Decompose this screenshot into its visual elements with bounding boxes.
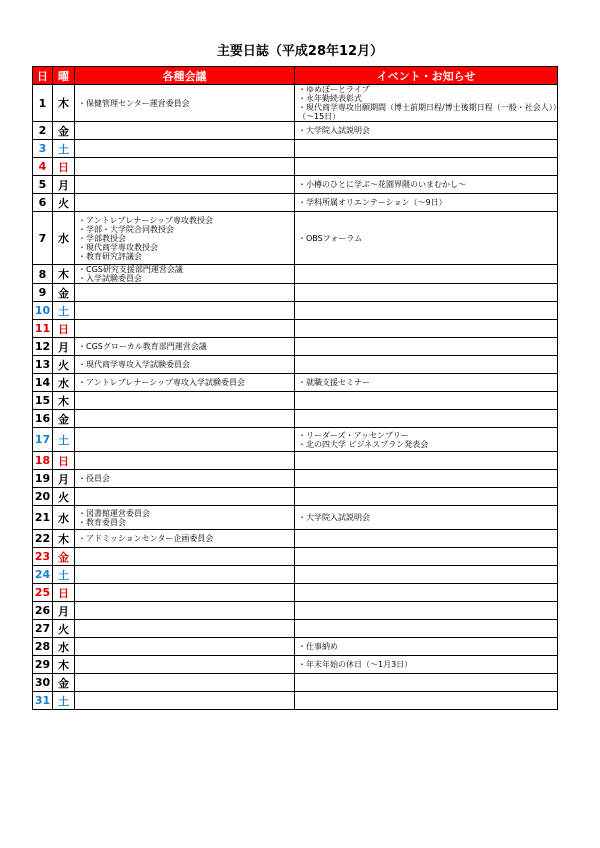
- event-item: ・仕事納め: [298, 642, 338, 651]
- table-row: [33, 374, 558, 392]
- meetings-cell: [75, 212, 295, 265]
- table-row: [33, 122, 558, 140]
- meetings-cell: [75, 620, 295, 638]
- meetings-cell: [75, 338, 295, 356]
- table-row: [33, 410, 558, 428]
- day-cell: 11: [33, 320, 53, 338]
- meeting-item: ・現代商学専攻入学試験委員会: [78, 360, 190, 369]
- meeting-item: ・教育委員会: [78, 517, 126, 527]
- table-row: [33, 158, 558, 176]
- weekday-cell: 月: [53, 176, 75, 194]
- table-row: [33, 338, 558, 356]
- meeting-item: ・役員会: [78, 474, 110, 483]
- events-cell: [295, 530, 558, 548]
- weekday-cell: 月: [53, 602, 75, 620]
- meetings-cell: [75, 265, 295, 284]
- events-cell: [295, 428, 558, 452]
- table-row: [33, 470, 558, 488]
- event-item: ・学科所属オリエンテーション（～9日）: [298, 198, 447, 207]
- weekday-cell: 日: [53, 320, 75, 338]
- day-cell: 21: [33, 506, 53, 530]
- events-cell: [295, 338, 558, 356]
- weekday-cell: 水: [53, 374, 75, 392]
- meetings-cell: [75, 176, 295, 194]
- meeting-item: ・CGS研究支援部門運営会議: [78, 265, 183, 274]
- meetings-cell: [75, 566, 295, 584]
- events-cell: [295, 284, 558, 302]
- events-cell: [295, 374, 558, 392]
- weekday-cell: 土: [53, 140, 75, 158]
- events-cell: [295, 302, 558, 320]
- meeting-item: ・現代商学専攻教授会: [78, 242, 158, 252]
- meetings-cell: [75, 488, 295, 506]
- events-cell: [295, 488, 558, 506]
- weekday-cell: 土: [53, 428, 75, 452]
- meetings-cell: [75, 656, 295, 674]
- weekday-cell: 火: [53, 356, 75, 374]
- meeting-item: ・学部教授会: [78, 233, 126, 243]
- events-cell: [295, 410, 558, 428]
- weekday-cell: 木: [53, 530, 75, 548]
- day-cell: 17: [33, 428, 53, 452]
- day-cell: 26: [33, 602, 53, 620]
- day-cell: 10: [33, 302, 53, 320]
- table-row: [33, 302, 558, 320]
- day-cell: 29: [33, 656, 53, 674]
- events-cell: [295, 356, 558, 374]
- weekday-cell: 木: [53, 85, 75, 122]
- weekday-cell: 土: [53, 302, 75, 320]
- meeting-item: ・入学試験委員会: [78, 274, 142, 283]
- weekday-cell: 月: [53, 470, 75, 488]
- events-cell: [295, 176, 558, 194]
- event-item: ・就職支援セミナー: [298, 378, 370, 387]
- day-cell: 6: [33, 194, 53, 212]
- day-cell: 31: [33, 692, 53, 710]
- table-row: [33, 530, 558, 548]
- meetings-cell: [75, 602, 295, 620]
- day-cell: 22: [33, 530, 53, 548]
- meetings-cell: [75, 692, 295, 710]
- day-cell: 12: [33, 338, 53, 356]
- events-cell: [295, 602, 558, 620]
- table-row: [33, 638, 558, 656]
- page-title: 主要日誌（平成28年12月）: [216, 44, 384, 59]
- event-item: ・大学院入試説明会: [298, 513, 370, 522]
- day-cell: 1: [33, 85, 53, 122]
- events-cell: [295, 584, 558, 602]
- header-events: イベント・お知らせ: [295, 67, 558, 85]
- day-cell: 27: [33, 620, 53, 638]
- events-cell: [295, 548, 558, 566]
- weekday-cell: 木: [53, 265, 75, 284]
- events-cell: [295, 506, 558, 530]
- weekday-cell: 火: [53, 488, 75, 506]
- day-cell: 7: [33, 212, 53, 265]
- table-row: [33, 656, 558, 674]
- weekday-cell: 水: [53, 506, 75, 530]
- weekday-cell: 水: [53, 212, 75, 265]
- day-cell: 16: [33, 410, 53, 428]
- meeting-item: ・アントレプレナーシップ専攻入学試験委員会: [78, 378, 246, 387]
- day-cell: 24: [33, 566, 53, 584]
- weekday-cell: 日: [53, 158, 75, 176]
- events-cell: [295, 470, 558, 488]
- table-row: [33, 452, 558, 470]
- meetings-cell: [75, 320, 295, 338]
- weekday-cell: 火: [53, 620, 75, 638]
- events-cell: [295, 452, 558, 470]
- event-item: ・北の四大学 ビジネスプラン発表会: [298, 439, 429, 449]
- table-row: [33, 194, 558, 212]
- meetings-cell: [75, 470, 295, 488]
- events-cell: [295, 566, 558, 584]
- table-row: [33, 212, 558, 265]
- weekday-cell: 水: [53, 638, 75, 656]
- weekday-cell: 土: [53, 692, 75, 710]
- day-cell: 28: [33, 638, 53, 656]
- day-cell: 20: [33, 488, 53, 506]
- weekday-cell: 金: [53, 284, 75, 302]
- events-cell: [295, 158, 558, 176]
- event-item: ・現代商学専攻出願期間（博士前期日程/博士後期日程（一般・社会人））（～15日）: [298, 103, 557, 121]
- day-cell: 2: [33, 122, 53, 140]
- meetings-cell: [75, 140, 295, 158]
- meetings-cell: [75, 410, 295, 428]
- meetings-cell: [75, 302, 295, 320]
- event-item: ・年末年始の休日（～1月3日）: [298, 660, 413, 669]
- meeting-item: ・アントレプレナーシップ専攻教授会: [78, 215, 214, 225]
- event-item: ・小樽のひとに学ぶ～花園界隈のいまむかし～: [298, 180, 466, 189]
- meetings-cell: [75, 374, 295, 392]
- meetings-cell: [75, 392, 295, 410]
- table-header: [33, 67, 558, 85]
- event-item: ・大学院入試説明会: [298, 126, 370, 135]
- day-cell: 15: [33, 392, 53, 410]
- event-item: ・ゆめぼーとライブ: [298, 85, 370, 94]
- meetings-cell: [75, 85, 295, 122]
- meetings-cell: [75, 194, 295, 212]
- table-row: [33, 284, 558, 302]
- weekday-cell: 日: [53, 452, 75, 470]
- day-cell: 9: [33, 284, 53, 302]
- day-cell: 13: [33, 356, 53, 374]
- weekday-cell: 金: [53, 410, 75, 428]
- day-cell: 3: [33, 140, 53, 158]
- events-cell: [295, 638, 558, 656]
- events-cell: [295, 140, 558, 158]
- table-row: [33, 488, 558, 506]
- events-cell: [295, 620, 558, 638]
- day-cell: 4: [33, 158, 53, 176]
- table-row: [33, 602, 558, 620]
- meetings-cell: [75, 158, 295, 176]
- weekday-cell: 月: [53, 338, 75, 356]
- events-cell: [295, 194, 558, 212]
- meetings-cell: [75, 428, 295, 452]
- weekday-cell: 土: [53, 566, 75, 584]
- meetings-cell: [75, 548, 295, 566]
- events-cell: [295, 85, 558, 122]
- table-row: [33, 620, 558, 638]
- weekday-cell: 火: [53, 194, 75, 212]
- weekday-cell: 金: [53, 674, 75, 692]
- table-row: [33, 392, 558, 410]
- table-row: [33, 692, 558, 710]
- events-cell: [295, 320, 558, 338]
- table-row: [33, 584, 558, 602]
- meetings-cell: [75, 356, 295, 374]
- events-cell: [295, 656, 558, 674]
- events-cell: [295, 692, 558, 710]
- weekday-cell: 木: [53, 392, 75, 410]
- table-row: [33, 356, 558, 374]
- meeting-item: ・保健管理センター運営委員会: [78, 98, 190, 108]
- day-cell: 5: [33, 176, 53, 194]
- table-row: [33, 140, 558, 158]
- event-item: ・永年勤続表彰式: [298, 94, 362, 103]
- header-row: [33, 67, 558, 85]
- meetings-cell: [75, 506, 295, 530]
- table-row: [33, 674, 558, 692]
- event-item: ・OBSフォーラム: [298, 233, 363, 243]
- meetings-cell: [75, 638, 295, 656]
- calendar-table: [32, 66, 558, 710]
- table-row: [33, 85, 558, 122]
- events-cell: [295, 212, 558, 265]
- meetings-cell: [75, 452, 295, 470]
- meetings-cell: [75, 584, 295, 602]
- weekday-cell: 日: [53, 584, 75, 602]
- header-weekday: 曜: [53, 67, 75, 85]
- day-cell: 19: [33, 470, 53, 488]
- events-cell: [295, 122, 558, 140]
- table-row: [33, 320, 558, 338]
- day-cell: 14: [33, 374, 53, 392]
- day-cell: 18: [33, 452, 53, 470]
- table-row: [33, 265, 558, 284]
- day-cell: 30: [33, 674, 53, 692]
- meeting-item: ・アドミッションセンター企画委員会: [78, 534, 214, 543]
- day-cell: 25: [33, 584, 53, 602]
- meeting-item: ・CGSグローカル教育部門運営会議: [78, 342, 207, 351]
- event-item: ・リーダーズ・アッセンブリー: [298, 430, 409, 440]
- meeting-item: ・学部・大学院合同教授会: [78, 224, 174, 234]
- meetings-cell: [75, 674, 295, 692]
- events-cell: [295, 674, 558, 692]
- table-row: [33, 566, 558, 584]
- weekday-cell: 金: [53, 548, 75, 566]
- events-cell: [295, 392, 558, 410]
- table-row: [33, 428, 558, 452]
- table-row: [33, 548, 558, 566]
- table-body: [33, 85, 558, 710]
- weekday-cell: 金: [53, 122, 75, 140]
- weekday-cell: 木: [53, 656, 75, 674]
- meeting-item: ・教育研究評議会: [78, 251, 142, 261]
- meetings-cell: [75, 284, 295, 302]
- day-cell: 23: [33, 548, 53, 566]
- header-meetings: 各種会議: [75, 67, 295, 85]
- day-cell: 8: [33, 265, 53, 284]
- header-day: 日: [33, 67, 53, 85]
- table-row: [33, 176, 558, 194]
- meetings-cell: [75, 530, 295, 548]
- table-row: [33, 506, 558, 530]
- meeting-item: ・図書館運営委員会: [78, 508, 150, 518]
- meetings-cell: [75, 122, 295, 140]
- events-cell: [295, 265, 558, 284]
